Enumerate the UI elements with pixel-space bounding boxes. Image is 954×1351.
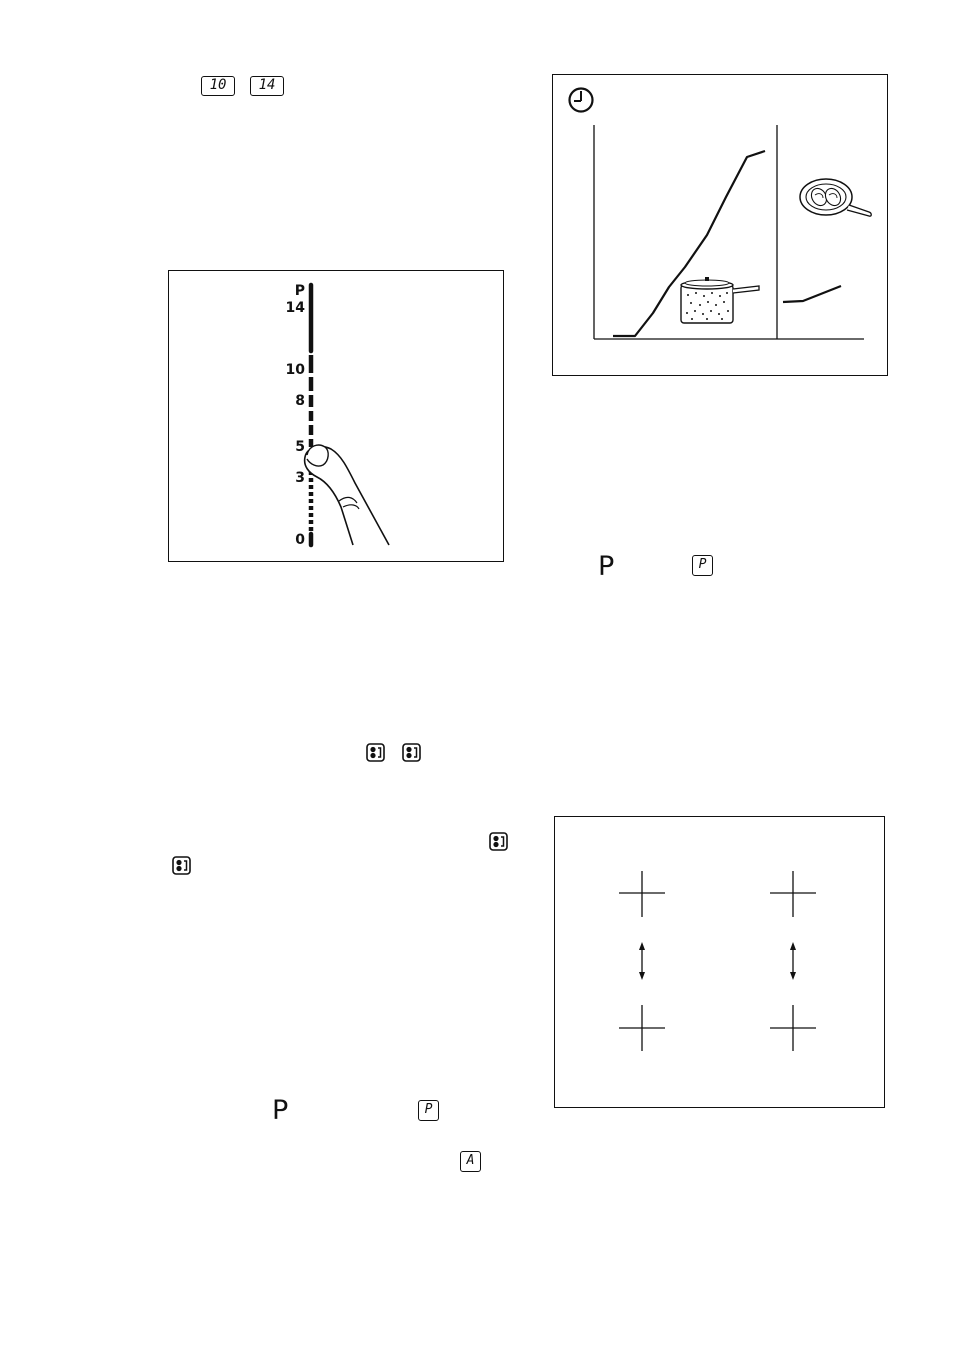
scale-label-10: 10 [285, 362, 305, 378]
auto-display-a: A [460, 1151, 481, 1172]
finger-icon [167, 269, 503, 561]
power-scale-figure [168, 270, 504, 562]
display-level-10: 10 [201, 76, 235, 96]
power-display-p: P [692, 555, 713, 576]
bridge-zone-icon [172, 856, 191, 875]
scale-label-0: 0 [295, 532, 305, 548]
power-boost-symbol: P [598, 551, 615, 582]
low-power-curve [783, 286, 841, 302]
bridge-zone-icon [366, 743, 385, 762]
bridge-zone-icon [489, 832, 508, 851]
zone-cross-front-right [770, 871, 816, 917]
scale-label-3: 3 [295, 470, 305, 486]
frying-pan-icon [800, 179, 871, 216]
scale-label-8: 8 [295, 393, 305, 409]
scale-label-p: P [294, 283, 305, 299]
bridge-zone-icon [402, 743, 421, 762]
clock-icon [570, 89, 593, 112]
display-level-14: 14 [250, 76, 284, 96]
scale-label-14: 14 [285, 300, 305, 316]
cooking-zones-figure [554, 816, 885, 1108]
saucepan-icon [681, 277, 759, 323]
zone-cross-rear-right [770, 1005, 816, 1051]
scale-label-5: 5 [295, 439, 305, 455]
heat-up-curve-figure [552, 74, 888, 376]
zone-cross-rear-left [619, 1005, 665, 1051]
lower-power-display-p: P [418, 1100, 439, 1121]
zone-cross-front-left [619, 871, 665, 917]
lower-power-boost-symbol: P [272, 1095, 289, 1126]
